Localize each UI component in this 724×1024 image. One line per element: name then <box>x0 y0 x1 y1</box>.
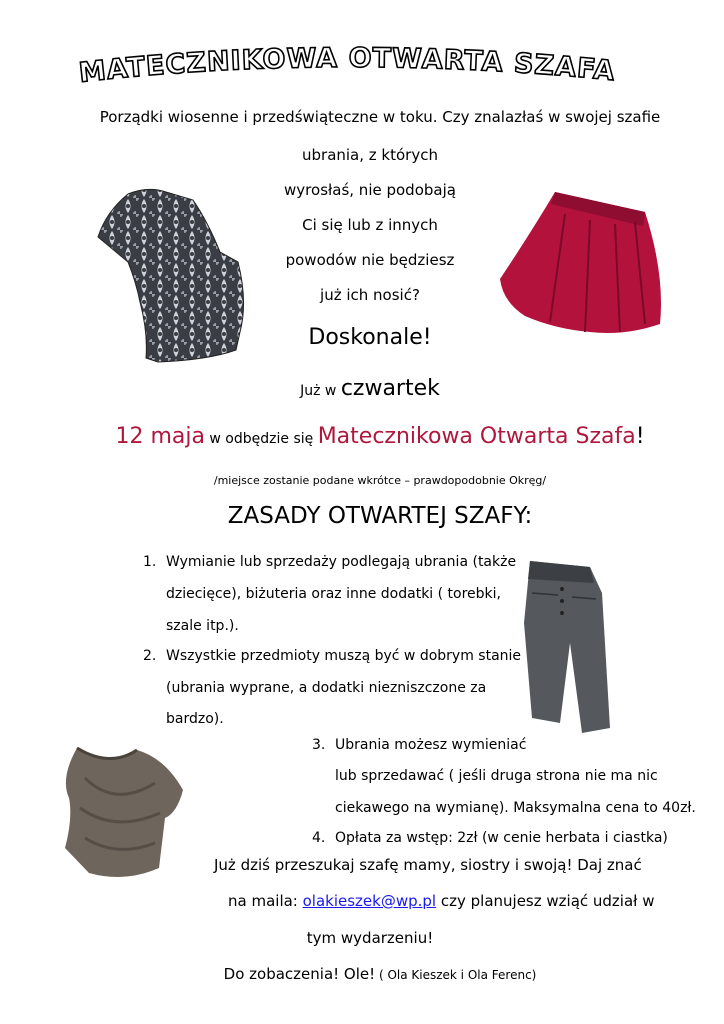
email-link[interactable]: olakieszek@wp.pl <box>302 892 437 910</box>
grey-trousers-image <box>510 553 630 738</box>
rule-2-line-1: Wszystkie przedmioty muszą być w dobrym stanie <box>166 648 522 664</box>
event-line <box>40 424 720 449</box>
poster-title <box>0 40 724 90</box>
rule-1-line-1: Wymianie lub sprzedaży podlegają ubrania (także <box>166 554 517 570</box>
rule-1-line-2: dziecięce), biżuteria oraz inne dodatki ( torebki, <box>166 586 502 602</box>
event-date: 12 maja <box>115 424 205 449</box>
event-day-prefix: Już w <box>300 383 341 399</box>
closing-line <box>100 964 660 983</box>
intro-line-4: Ci się lub z innych <box>302 216 438 234</box>
cta-line-2-prefix: na maila: <box>228 892 303 910</box>
intro-line-1: Porządki wiosenne i przedświąteczne w toku. Czy znalazłaś w swojej szafie <box>99 108 661 126</box>
closing-names: ( Ola Kieszek i Ola Ferenc) <box>375 968 537 982</box>
rule-2-number: 2. <box>143 648 157 664</box>
cta-line-3: tym wydarzeniu! <box>306 929 434 947</box>
intro-line-5: powodów nie będziesz <box>285 251 455 269</box>
rule-3-line-1: Ubrania możesz wymieniać <box>335 737 527 753</box>
red-skirt-image <box>495 184 670 344</box>
rule-4-number: 4. <box>312 830 326 846</box>
rule-1-line-3: szale itp.). <box>166 618 239 634</box>
event-day <box>230 376 510 401</box>
event-day-name: czwartek <box>340 376 440 401</box>
intro-line-6: już ich nosić? <box>320 286 420 304</box>
cta-line-2-suffix: czy planujesz wziąć udział w <box>436 892 655 910</box>
rule-1-number: 1. <box>143 554 157 570</box>
doskonale-text: Doskonale! <box>308 325 432 350</box>
rule-2-line-3: bardzo). <box>166 711 224 727</box>
rules-heading: ZASADY OTWARTEJ SZAFY: <box>227 503 533 529</box>
cta-line-1: Już dziś przeszukaj szafę mamy, siostry i swoją! Daj znać <box>214 856 642 874</box>
brown-blouse-image <box>55 738 195 888</box>
intro-line-3: wyrosłaś, nie podobają <box>284 181 456 199</box>
closing-main: Do zobaczenia! Ole! <box>223 965 376 983</box>
rule-3-line-2: lub sprzedawać ( jeśli druga strona nie ma nic <box>335 768 658 784</box>
title-text: MATECZNIKOWA OTWARTA SZAFA <box>77 42 617 89</box>
place-note: /miejsce zostanie podane wkrótce – prawdopodobnie Okręg/ <box>213 474 547 487</box>
cta-line-2 <box>228 892 654 910</box>
rule-3-line-3: ciekawego na wymianę). Maksymalna cena to 40zł. <box>335 800 696 816</box>
event-middle: w odbędzie się <box>204 431 318 447</box>
svg-text:MATECZNIKOWA OTWARTA SZAFA <box>77 43 616 89</box>
event-end: ! <box>635 424 645 449</box>
rule-3-number: 3. <box>312 737 326 753</box>
rule-2-line-2: (ubrania wyprane, a dodatki niezniszczone za <box>166 680 487 696</box>
intro-line-2: ubrania, z których <box>302 146 438 164</box>
event-name: Matecznikowa Otwarta Szafa <box>317 424 636 449</box>
rule-4-line-1: Opłata za wstęp: 2zł (w cenie herbata i ciastka) <box>335 830 668 846</box>
